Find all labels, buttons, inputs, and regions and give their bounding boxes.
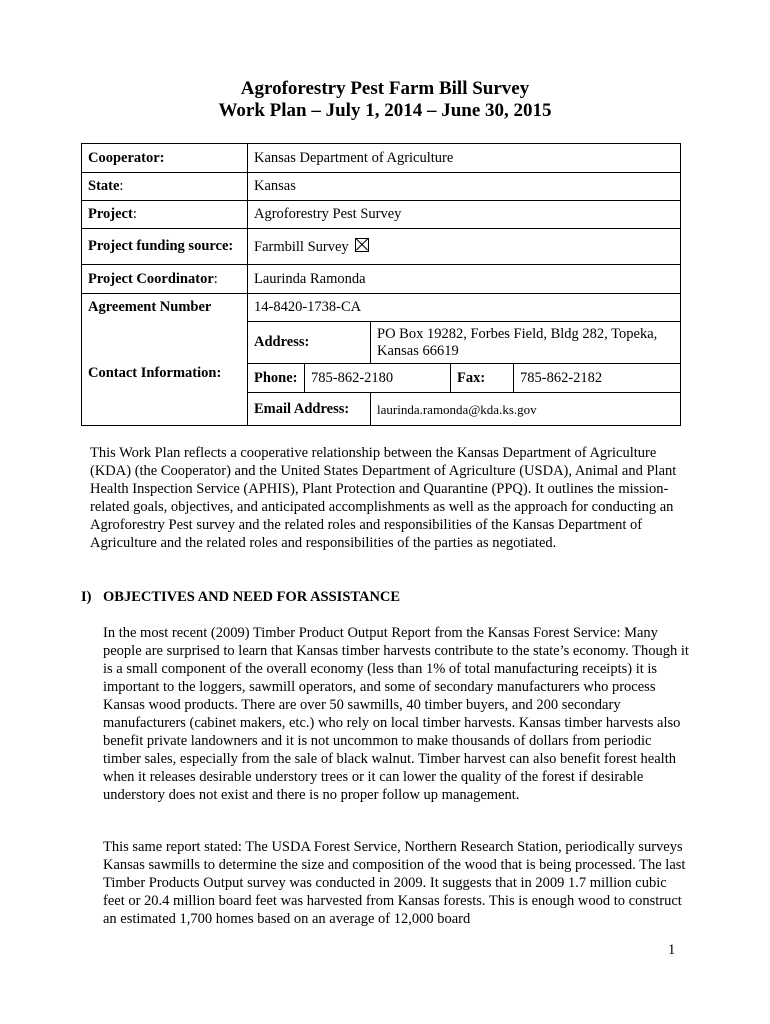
fax-label: Fax: — [451, 364, 514, 393]
table-row — [82, 201, 681, 229]
contact-label: Contact Information: — [82, 322, 248, 426]
fax-value: 785-862-2182 — [514, 364, 681, 393]
address-value: PO Box 19282, Forbes Field, Bldg 282, Topeka, Kansas 66619 — [371, 322, 681, 364]
agreement-value: 14-8420-1738-CA — [248, 294, 681, 322]
intro-paragraph: This Work Plan reflects a cooperative relationship between the Kansas Department of Agriculture (KDA) (the Cooperator) and the United States Department of Agriculture (USDA), Animal and Plant Health Inspection Service (APHIS), Plant Protection and Quarantine (PPQ). It outlines the mission-related goals, objectives, and anticipated accomplishments as well as the approach for conducting an Agroforestry Pest survey and the related roles and responsibilities of the Kansas Department of Agriculture and the related roles and responsibilities of the parties as negotiated. — [90, 445, 677, 551]
project-colon: : — [132, 206, 137, 222]
table-row — [82, 144, 681, 173]
address-label: Address: — [248, 322, 371, 364]
section-title: OBJECTIVES AND NEED FOR ASSISTANCE — [103, 589, 401, 605]
funding-label: Project funding source: — [82, 229, 248, 265]
state-value: Kansas — [248, 173, 681, 201]
table-row — [82, 322, 681, 364]
cooperator-info-table — [81, 143, 681, 426]
objectives-paragraph-2: This same report stated: The USDA Forest Service, Northern Research Station, periodically surveys Kansas sawmills to determine the size and composition of the wood that is being processed. The last Timber Products Output survey was conducted in 2009. It suggests that in 2009 1.7 million cubic feet or 20.4 million board feet was harvested from Kansas forests. This is enough wood to construct an estimated 1,700 homes based on an average of 12,000 board — [103, 839, 686, 927]
funding-value: Farmbill Survey — [254, 238, 349, 255]
coordinator-label: Project Coordinator — [88, 270, 214, 287]
document-subtitle: Work Plan – July 1, 2014 – June 30, 2015 — [218, 100, 552, 121]
document-title: Agroforestry Pest Farm Bill Survey — [240, 78, 530, 99]
email-value[interactable]: laurinda.ramonda@kda.ks.gov — [371, 393, 681, 426]
coordinator-value: Laurinda Ramonda — [248, 265, 681, 294]
section-heading — [81, 588, 400, 606]
agreement-label: Agreement Number — [82, 294, 248, 322]
page-number: 1 — [668, 942, 676, 958]
coordinator-colon: : — [213, 270, 218, 287]
state-label: State — [88, 178, 120, 194]
funding-value-cell — [248, 229, 681, 265]
project-label-cell — [82, 201, 248, 229]
cooperator-label: Cooperator: — [82, 144, 248, 173]
table-row — [82, 173, 681, 201]
state-label-cell — [82, 173, 248, 201]
phone-label: Phone: — [248, 364, 305, 393]
project-value: Agroforestry Pest Survey — [248, 201, 681, 229]
email-label: Email Address: — [248, 393, 371, 426]
table-row — [82, 265, 681, 294]
section-number: I) — [81, 589, 92, 605]
phone-value: 785-862-2180 — [305, 364, 451, 393]
state-colon: : — [119, 178, 124, 194]
coordinator-label-cell — [82, 265, 248, 294]
project-label: Project — [88, 206, 133, 222]
table-row — [82, 294, 681, 322]
table-row — [82, 229, 681, 265]
cooperator-value: Kansas Department of Agriculture — [248, 144, 681, 173]
objectives-paragraph-1: In the most recent (2009) Timber Product Output Report from the Kansas Forest Service: Many people are surprised to learn that Kansas timber harvests contribute to the state’s economy. Though it is a small component of the overall economy (less than 1% of total manufacturing receipts) it is important to the loggers, sawmill operators, and some of secondary manufacturers who process Kansas wood products. There are over 50 sawmills, 40 timber buyers, and 200 secondary manufacturers (cabinet makers, etc.) who rely on local timber harvests. Kansas timber harvests also benefit private landowners and it is not uncommon to make thousands of dollars from periodic timber sales, especially from the sale of black walnut. Timber harvest can also benefit forest health when it releases desirable understory trees or it can lower the quality of the forest if desirable understory does not exist and there is no proper follow up management. — [103, 625, 689, 803]
checked-checkbox-icon — [355, 238, 369, 252]
